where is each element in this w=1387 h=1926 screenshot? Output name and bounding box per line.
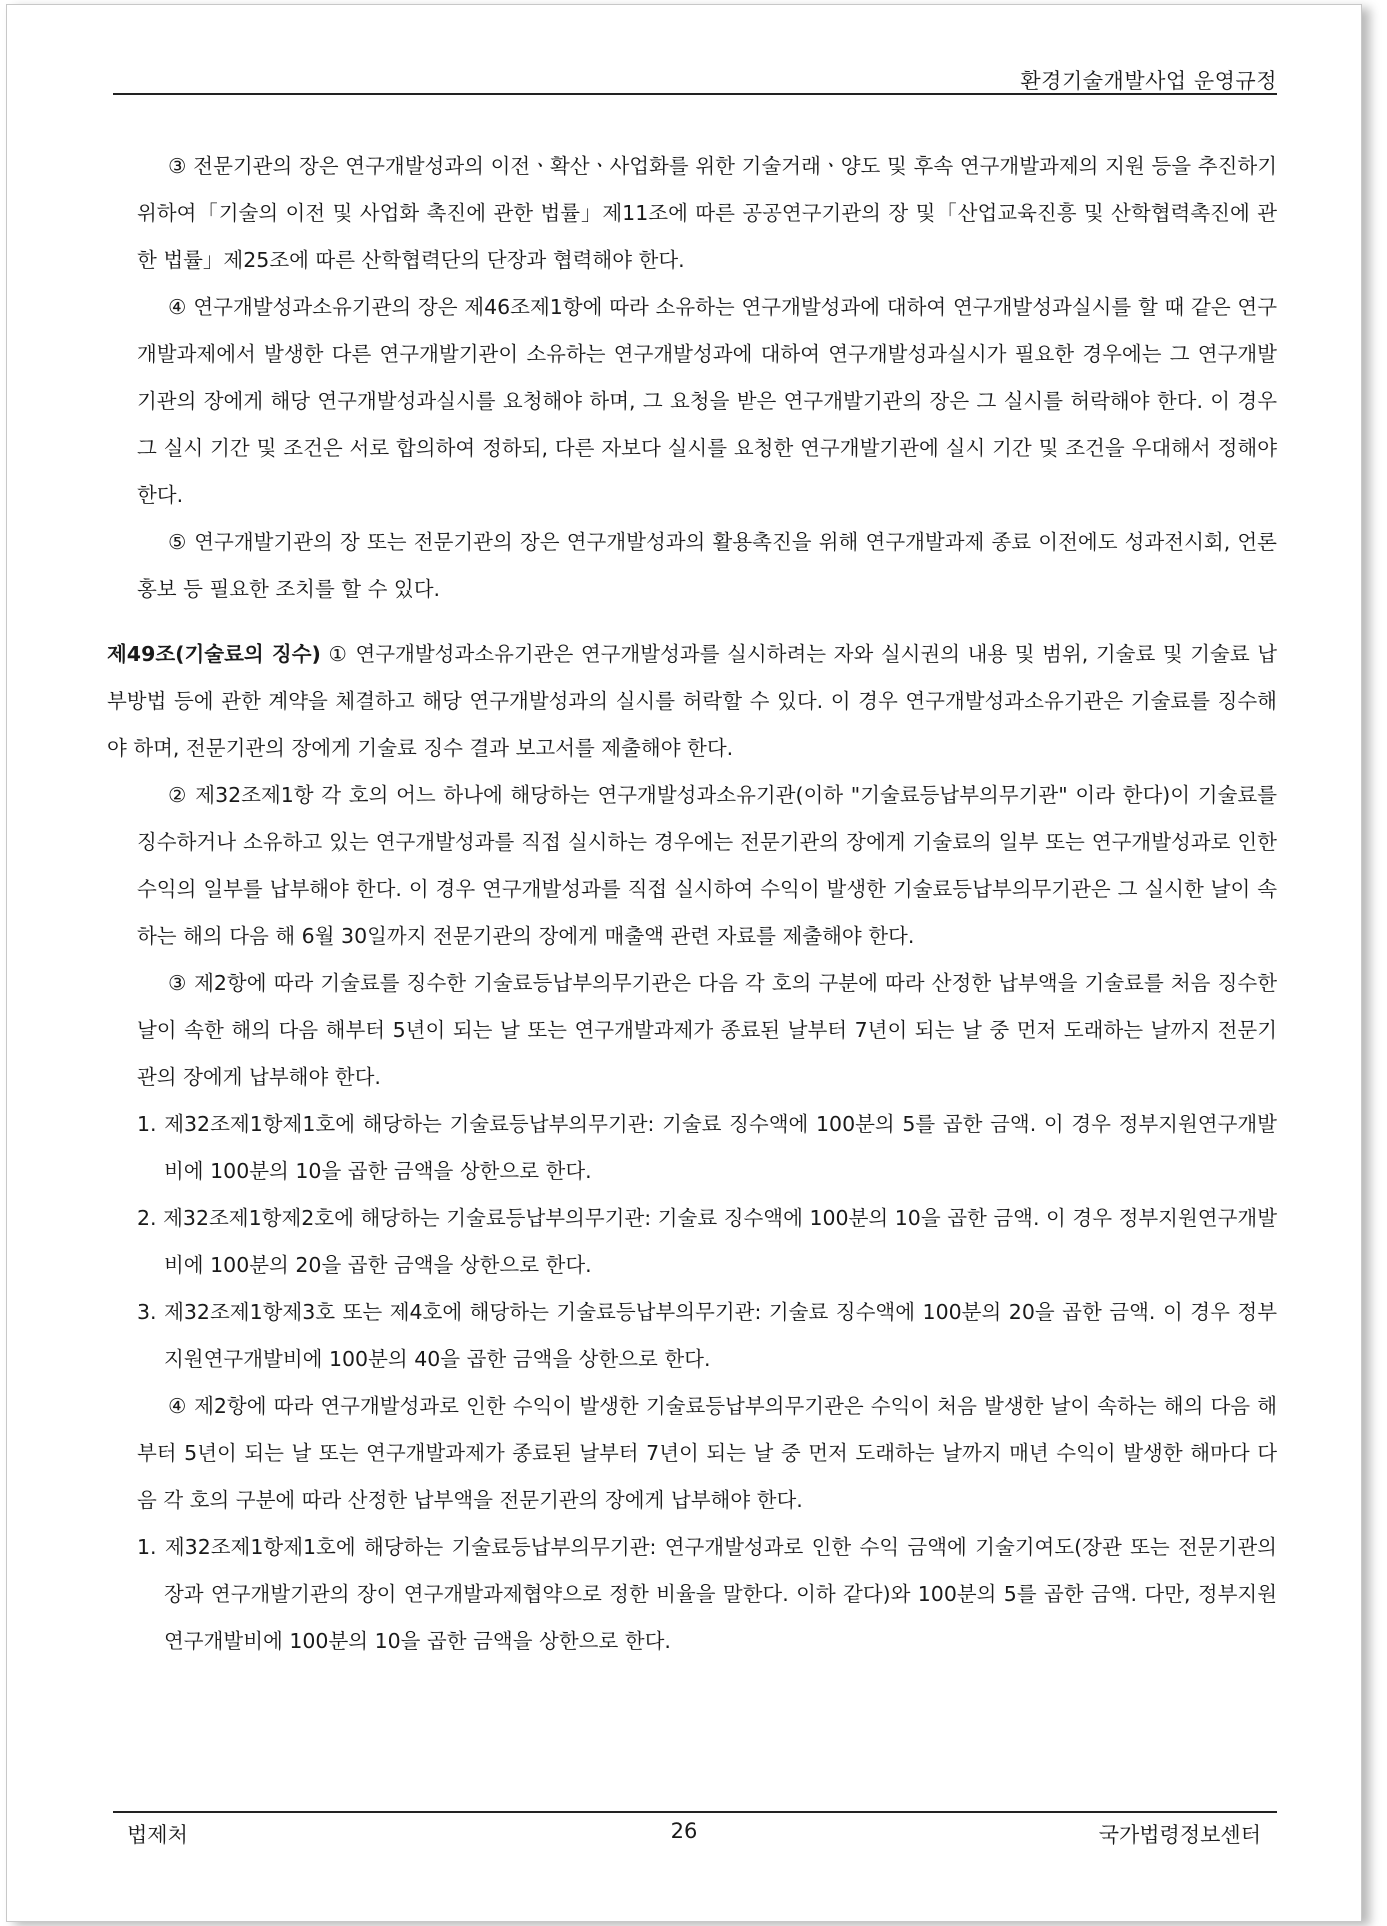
clause-4-item-1: 1. 제32조제1항제1호에 해당하는 기술료등납부의무기관: 연구개발성과로 인한 수익 금액에 기술기여도(장관 또는 전문기관의 장과 연구개발기관의 장이 연구개발과제협약으로 정한 비율을 말한다. 이하 같다)와 100분의 5를 곱한 금액. 다만, 정부지원연구개발비에 100분의 10을 곱한 금액을 상한으로 한다. — [137, 1535, 1277, 1653]
article-49-clause-3: ③ 제2항에 따라 기술료를 징수한 기술료등납부의무기관은 다음 각 호의 구분에 따라 산정한 납부액을 기술료를 처음 징수한 날이 속한 해의 다음 해부터 5년이 되는 날 또는 연구개발과제가 종료된 날부터 7년이 되는 날 중 먼저 도래하는 날까지 전문기관의 장에게 납부해야 한다. — [137, 971, 1277, 1089]
article-49 — [107, 631, 1277, 772]
footer-source: 법제처 — [127, 1823, 188, 1847]
article-49-heading: 제49조(기술료의 징수) — [107, 642, 321, 666]
article-49-clause-1: ① 연구개발성과소유기관은 연구개발성과를 실시하려는 자와 실시권의 내용 및 범위, 기술료 및 기술료 납부방법 등에 관한 계약을 체결하고 해당 연구개발성과의 실시를 허락할 수 있다. 이 경우 연구개발성과소유기관은 기술료를 징수해야 하며, 전문기관의 장에게 기술료 징수 결과 보고서를 제출해야 한다. — [107, 642, 1277, 760]
page-number: 26 — [670, 1819, 698, 1843]
footer-divider — [113, 1811, 1277, 1813]
clause-3-item-1: 1. 제32조제1항제1호에 해당하는 기술료등납부의무기관: 기술료 징수액에 100분의 5를 곱한 금액. 이 경우 정부지원연구개발비에 100분의 10을 곱한 금액을 상한으로 한다. — [137, 1112, 1277, 1183]
clause-3-item-3: 3. 제32조제1항제3호 또는 제4호에 해당하는 기술료등납부의무기관: 기술료 징수액에 100분의 20을 곱한 금액. 이 경우 정부지원연구개발비에 100분의 40을 곱한 금액을 상한으로 한다. — [137, 1300, 1277, 1371]
header-title: 환경기술개발사업 운영규정 — [1020, 69, 1277, 93]
clause-3-item-2: 2. 제32조제1항제2호에 해당하는 기술료등납부의무기관: 기술료 징수액에 100분의 10을 곱한 금액. 이 경우 정부지원연구개발비에 100분의 20을 곱한 금액을 상한으로 한다. — [137, 1206, 1277, 1277]
footer-publisher: 국가법령정보센터 — [1098, 1823, 1261, 1847]
paragraph-5: ⑤ 연구개발기관의 장 또는 전문기관의 장은 연구개발성과의 활용촉진을 위해 연구개발과제 종료 이전에도 성과전시회, 언론홍보 등 필요한 조치를 할 수 있다. — [137, 530, 1277, 601]
header-divider — [113, 93, 1277, 95]
article-49-clause-4: ④ 제2항에 따라 연구개발성과로 인한 수익이 발생한 기술료등납부의무기관은 수익이 처음 발생한 날이 속하는 해의 다음 해부터 5년이 되는 날 또는 연구개발과제가 종료된 날부터 7년이 되는 날 중 먼저 도래하는 날까지 매년 수익이 발생한 해마다 다음 각 호의 구분에 따라 산정한 납부액을 전문기관의 장에게 납부해야 한다. — [137, 1394, 1277, 1512]
document-body — [107, 143, 1278, 1665]
document-page — [6, 4, 1362, 1922]
paragraph-4: ④ 연구개발성과소유기관의 장은 제46조제1항에 따라 소유하는 연구개발성과에 대하여 연구개발성과실시를 할 때 같은 연구개발과제에서 발생한 다른 연구개발기관이 소유하는 연구개발성과에 대하여 연구개발성과실시가 필요한 경우에는 그 연구개발기관의 장에게 해당 연구개발성과실시를 요청해야 하며, 그 요청을 받은 연구개발기관의 장은 그 실시를 허락해야 한다. 이 경우 그 실시 기간 및 조건은 서로 합의하여 정하되, 다른 자보다 실시를 요청한 연구개발기관에 실시 기간 및 조건을 우대해서 정해야 한다. — [137, 295, 1278, 507]
paragraph-3: ③ 전문기관의 장은 연구개발성과의 이전ㆍ확산ㆍ사업화를 위한 기술거래ㆍ양도 및 후속 연구개발과제의 지원 등을 추진하기 위하여「기술의 이전 및 사업화 촉진에 관한 법률」제11조에 따른 공공연구기관의 장 및「산업교육진흥 및 산학협력촉진에 관한 법률」제25조에 따른 산학협력단의 단장과 협력해야 한다. — [137, 154, 1277, 272]
article-49-clause-2: ② 제32조제1항 각 호의 어느 하나에 해당하는 연구개발성과소유기관(이하 "기술료등납부의무기관" 이라 한다)이 기술료를 징수하거나 소유하고 있는 연구개발성과를 직접 실시하는 경우에는 전문기관의 장에게 기술료의 일부 또는 연구개발성과로 인한 수익의 일부를 납부해야 한다. 이 경우 연구개발성과를 직접 실시하여 수익이 발생한 기술료등납부의무기관은 그 실시한 날이 속하는 해의 다음 해 6월 30일까지 전문기관의 장에게 매출액 관련 자료를 제출해야 한다. — [137, 783, 1277, 948]
